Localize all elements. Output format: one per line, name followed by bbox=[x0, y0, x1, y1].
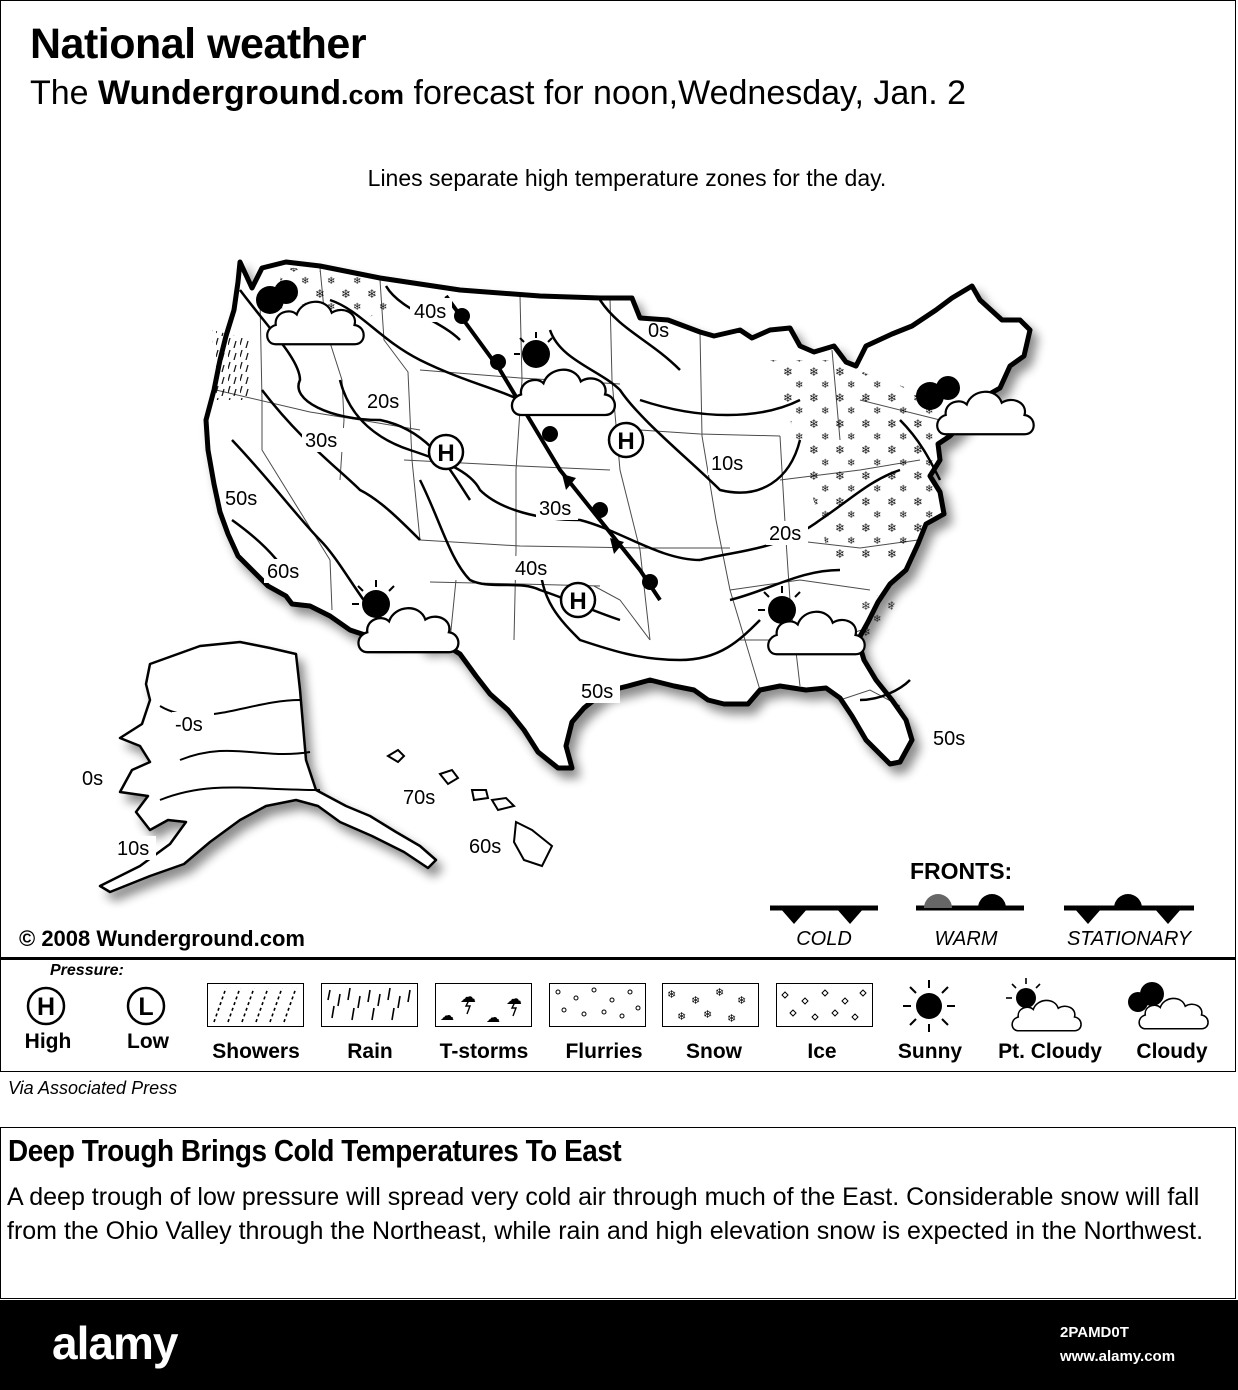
low-pressure-icon bbox=[124, 984, 168, 1028]
image-id: 2PAMD0T bbox=[1060, 1324, 1129, 1341]
photo-credit: Via Associated Press bbox=[8, 1078, 178, 1098]
svg-text:❄: ❄ bbox=[715, 986, 725, 999]
snow-swatch bbox=[662, 983, 759, 1027]
rain-swatch bbox=[321, 983, 418, 1027]
temp-label: -0s bbox=[175, 714, 203, 736]
svg-text:☁: ☁ bbox=[486, 1010, 500, 1025]
temp-label: 60s bbox=[267, 561, 300, 583]
svg-text:☁: ☁ bbox=[460, 987, 476, 1006]
stationary-front-label: STATIONARY bbox=[1066, 928, 1192, 950]
high-pressure-center bbox=[561, 583, 595, 617]
temp-label: 50s bbox=[933, 728, 966, 750]
svg-text:H: H bbox=[569, 588, 587, 615]
fronts-title: FRONTS: bbox=[910, 858, 1013, 884]
svg-text:❄: ❄ bbox=[727, 1012, 737, 1025]
cloudy-icon bbox=[1124, 978, 1216, 1034]
svg-text:H: H bbox=[437, 440, 455, 467]
temp-label: 10s bbox=[117, 838, 150, 860]
temp-label: 30s bbox=[539, 498, 572, 520]
copyright-notice: © 2008 Wunderground.com bbox=[19, 926, 305, 951]
legend-label-cloudy: Cloudy bbox=[1136, 1040, 1208, 1063]
legend-label-snow: Snow bbox=[686, 1040, 742, 1063]
fronts-key bbox=[770, 894, 1194, 924]
svg-text:☁: ☁ bbox=[440, 1008, 454, 1024]
legend-label-rain: Rain bbox=[347, 1040, 393, 1063]
partly-cloudy-icon bbox=[1000, 976, 1092, 1036]
high-pressure-center bbox=[609, 423, 643, 457]
story-headline: Deep Trough Brings Cold Temperatures To East bbox=[8, 1133, 622, 1168]
temp-label: 50s bbox=[225, 488, 258, 510]
temp-label: 40s bbox=[515, 558, 548, 580]
page-title: National weather bbox=[30, 20, 367, 68]
svg-text:❄: ❄ bbox=[691, 994, 701, 1007]
temp-label: 0s bbox=[648, 320, 670, 342]
temp-label: 20s bbox=[769, 523, 802, 545]
temp-label: 20s bbox=[367, 391, 400, 413]
temp-label: 0s bbox=[82, 768, 104, 790]
temp-label: 50s bbox=[581, 681, 614, 703]
pressure-title: Pressure: bbox=[50, 962, 124, 979]
legend-label-sunny: Sunny bbox=[897, 1040, 963, 1063]
svg-text:H: H bbox=[617, 428, 635, 455]
high-pressure-center bbox=[429, 435, 463, 469]
low-pressure-label: Low bbox=[127, 1030, 169, 1053]
svg-text:❄: ❄ bbox=[667, 988, 677, 1001]
temp-label: 70s bbox=[403, 787, 436, 809]
cold-front-label: COLD bbox=[796, 928, 852, 950]
legend-label-t-storms: T-storms bbox=[439, 1040, 529, 1063]
temp-label: 10s bbox=[711, 453, 744, 475]
svg-text:❄: ❄ bbox=[677, 1010, 687, 1023]
sunny-icon bbox=[896, 976, 962, 1036]
high-pressure-icon bbox=[24, 984, 68, 1028]
story-body: A deep trough of low pressure will spread very cold air through much of the East. Considerable snow will fall from the Ohio Valley through the Northeast, while rain and high elevation snow is expected in the Northwest. bbox=[7, 1183, 1204, 1245]
legend-label-ice: Ice bbox=[807, 1040, 837, 1063]
showers-swatch bbox=[207, 983, 304, 1027]
high-pressure-label: High bbox=[24, 1030, 72, 1053]
warm-front-label: WARM bbox=[934, 928, 998, 950]
legend-label-flurries: Flurries bbox=[565, 1040, 643, 1063]
temp-label: 40s bbox=[414, 301, 447, 323]
temp-label: 30s bbox=[305, 430, 338, 452]
ice-swatch bbox=[776, 983, 873, 1027]
map-note: Lines separate high temperature zones for the day. bbox=[367, 165, 887, 191]
cold-front-symbol bbox=[770, 908, 878, 924]
warm-front-symbol bbox=[916, 894, 1024, 908]
alamy-logo: alamy bbox=[52, 1317, 178, 1369]
legend-label-partly-cloudy: Pt. Cloudy bbox=[998, 1040, 1102, 1063]
t-storms-swatch bbox=[435, 983, 532, 1027]
site-url: www.alamy.com bbox=[1060, 1348, 1176, 1365]
svg-text:L: L bbox=[138, 993, 154, 1021]
page-subtitle: The Wunderground.com forecast for noon,Wednesday, Jan. 2 bbox=[30, 74, 967, 112]
legend-label-showers: Showers bbox=[212, 1040, 300, 1063]
flurries-swatch bbox=[549, 983, 646, 1027]
svg-text:❄: ❄ bbox=[703, 1008, 713, 1021]
svg-text:❄: ❄ bbox=[737, 994, 747, 1007]
svg-text:☁: ☁ bbox=[506, 989, 522, 1008]
stationary-front-symbol bbox=[1064, 894, 1194, 924]
temp-label: 60s bbox=[469, 836, 502, 858]
watermark-bar bbox=[0, 1300, 1238, 1390]
svg-text:H: H bbox=[36, 993, 56, 1021]
